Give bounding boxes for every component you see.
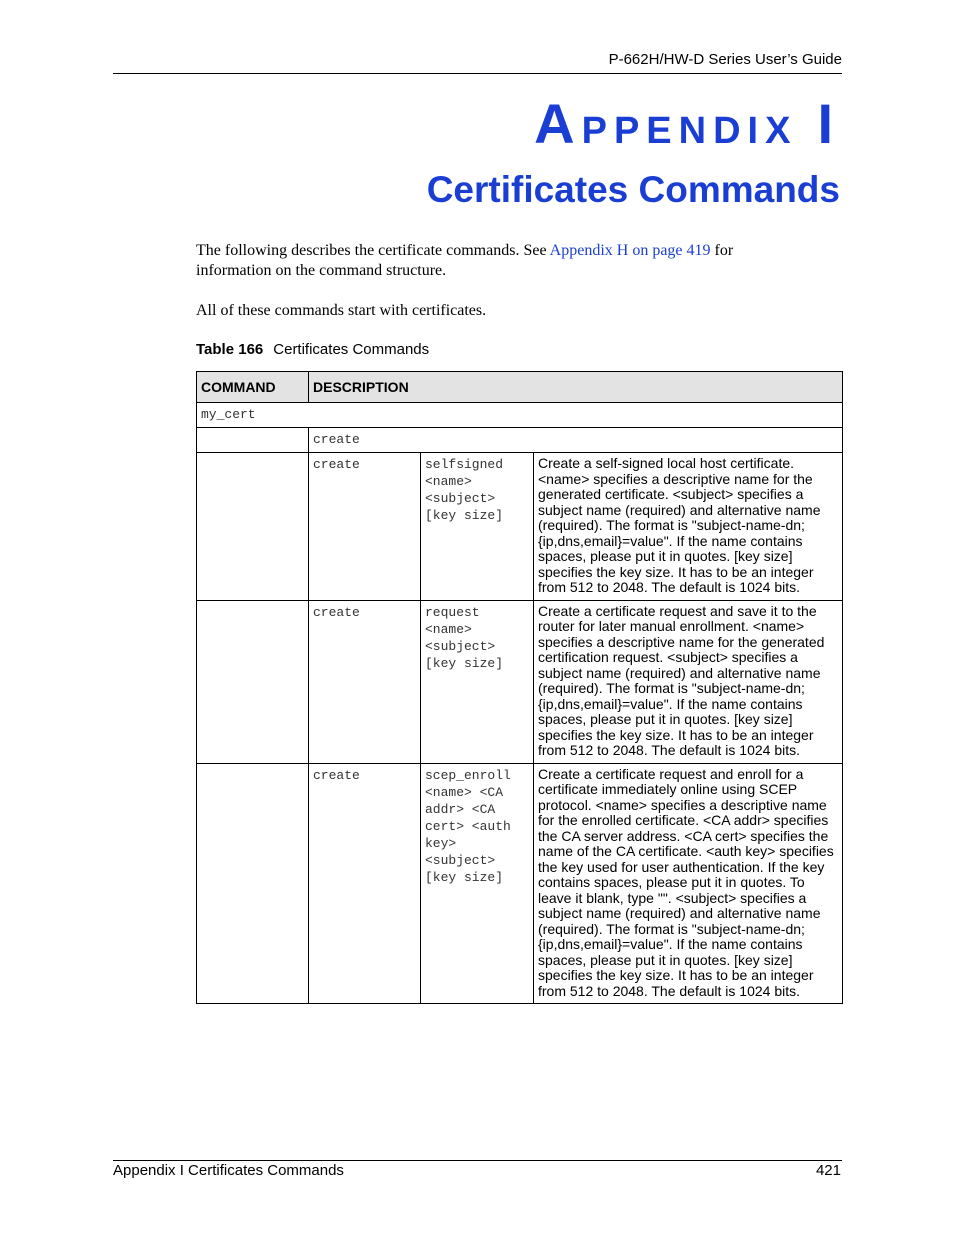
arguments-cell: scep_enroll <name> <CA addr> <CA cert> <auth key> <subject> [key size]: [421, 763, 534, 1004]
table-title: Certificates Commands: [273, 341, 430, 358]
description-cell: Create a certificate request and enroll for a certificate immediately online using SCEP protocol. <name> specifies a descriptive name for the enrolled certificate. <CA addr> specifies the CA server address. <CA cert> specifies the name of the CA certificate. <auth key> specifies the key used for user authentication. If the key contains spaces, please put it in quotes. To leave it blank, type "". <subject> specifies a subject name (required) and alternative name (required). The format is "subject-name-dn;{ip,dns,email}=value". If the name contains spaces, please put it in quotes. [key size] specifies the key size. It has to be an integer from 512 to 2048. The default is 1024 bits.: [534, 763, 843, 1004]
footer-section-title: Appendix I Certificates Commands: [113, 1162, 344, 1179]
appendix-word-rest: PPENDIX: [581, 110, 798, 152]
description-cell: Create a certificate request and save it to the router for later manual enrollment. <name> specifies a descriptive name for the generated certification request. <subject> specifies a subject name (required) and alternative name (required). The format is "subject-name-dn;{ip,dns,email}=value". If the name contains spaces, please put it in quotes. [key size] specifies the key size. It has to be an integer from 512 to 2048. The default is 1024 bits.: [534, 600, 843, 763]
header-divider: [113, 73, 842, 74]
appendix-first-letter: A: [534, 92, 582, 155]
empty-cell: [197, 600, 309, 763]
command-cell: create: [309, 763, 421, 1004]
header-description: DESCRIPTION: [309, 372, 843, 403]
table-row: [197, 763, 843, 1004]
guide-title: P-662H/HW-D Series User’s Guide: [608, 51, 842, 68]
table-row: [197, 453, 843, 601]
appendix-heading: [534, 92, 840, 155]
appendix-letter: I: [817, 92, 840, 155]
header-command: COMMAND: [197, 372, 309, 403]
table-row: [197, 428, 843, 453]
page-number: 421: [815, 1162, 841, 1179]
table-caption: [196, 341, 429, 358]
intro-paragraph: [196, 241, 796, 281]
certificates-commands-table: [196, 371, 843, 1004]
commands-start-note: All of these commands start with certificates.: [196, 302, 487, 319]
empty-cell: [197, 763, 309, 1004]
table-header-row: [197, 372, 843, 403]
intro-text-before: The following describes the certificate commands. See: [196, 242, 550, 259]
sub-command-create: create: [309, 428, 843, 453]
table-number: Table 166: [196, 341, 264, 358]
table-row: [197, 403, 843, 428]
intro-text-after: for information on the command structure.: [196, 242, 734, 279]
footer-divider: [113, 1160, 842, 1161]
arguments-cell: request <name> <subject> [key size]: [421, 600, 534, 763]
command-cell: create: [309, 600, 421, 763]
table-row: [197, 600, 843, 763]
description-cell: Create a self-signed local host certificate. <name> specifies a descriptive name for the generated certificate. <subject> specifies a subject name (required) and alternative name (required). The format is "subject-name-dn;{ip,dns,email}=value". If the name contains spaces, please put it in quotes. [key size] specifies the key size. It has to be an integer from 512 to 2048. The default is 1024 bits.: [534, 453, 843, 601]
arguments-cell: selfsigned <name> <subject> [key size]: [421, 453, 534, 601]
empty-cell: [197, 428, 309, 453]
appendix-h-link[interactable]: Appendix H on page 419: [549, 242, 711, 259]
empty-cell: [197, 453, 309, 601]
group-command-my-cert: my_cert: [197, 403, 843, 428]
command-cell: create: [309, 453, 421, 601]
chapter-title: Certificates Commands: [426, 169, 840, 210]
